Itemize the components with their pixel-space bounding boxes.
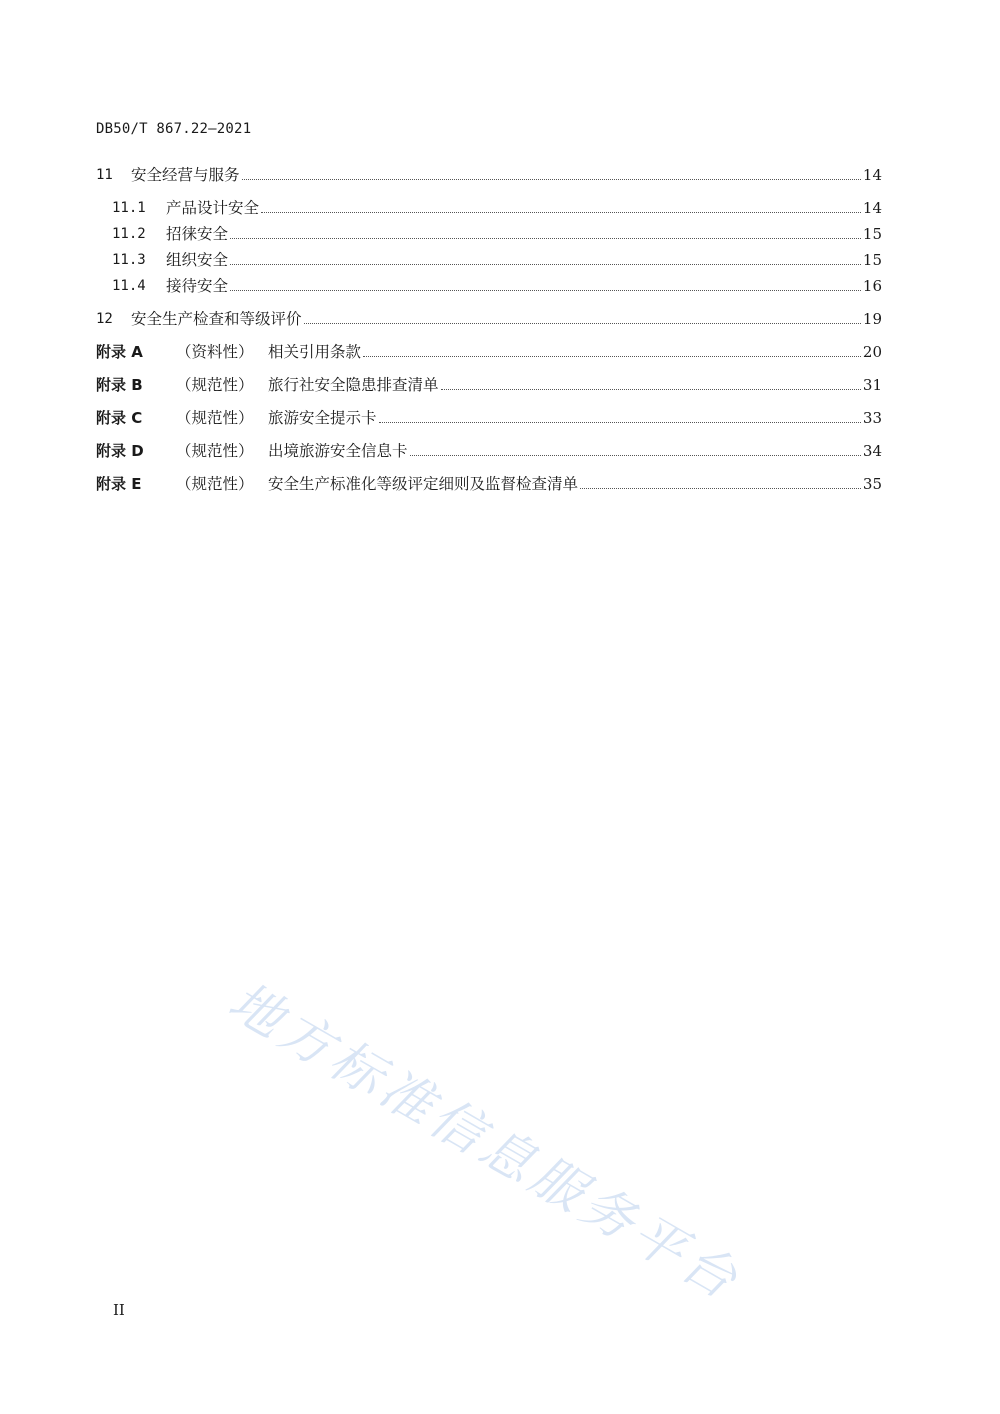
page-number-footer: II bbox=[113, 1301, 125, 1319]
toc-page: 15 bbox=[862, 251, 882, 269]
document-number: DB50/T 867.22—2021 bbox=[96, 121, 252, 137]
toc-page: 19 bbox=[862, 310, 882, 328]
toc-page: 34 bbox=[862, 442, 882, 460]
toc-page: 35 bbox=[862, 475, 882, 493]
toc-title: 安全生产检查和等级评价 bbox=[131, 310, 302, 328]
toc-leader bbox=[261, 211, 861, 213]
toc-number: 11.4 bbox=[112, 278, 146, 294]
toc-number: 12 bbox=[96, 311, 113, 327]
table-of-contents bbox=[0, 0, 1000, 520]
toc-page: 33 bbox=[862, 409, 882, 427]
toc-leader bbox=[230, 263, 861, 265]
toc-entry-appendix-e[interactable] bbox=[96, 472, 882, 494]
toc-number: 11.1 bbox=[112, 200, 146, 216]
toc-number: 附录 A bbox=[96, 343, 143, 361]
toc-entry-appendix-c[interactable] bbox=[96, 406, 882, 428]
toc-number: 附录 B bbox=[96, 376, 143, 394]
toc-title: 出境旅游安全信息卡 bbox=[268, 442, 408, 460]
toc-entry-12[interactable] bbox=[96, 307, 882, 329]
toc-entry-appendix-d[interactable] bbox=[96, 439, 882, 461]
toc-title: 招徕安全 bbox=[166, 225, 229, 243]
toc-leader bbox=[580, 487, 861, 489]
toc-entry-11[interactable] bbox=[96, 163, 882, 185]
toc-title: 旅行社安全隐患排查清单 bbox=[268, 376, 439, 394]
toc-page: 31 bbox=[862, 376, 882, 394]
toc-title: 安全经营与服务 bbox=[131, 166, 240, 184]
toc-leader bbox=[304, 322, 861, 324]
toc-title: 相关引用条款 bbox=[268, 343, 362, 361]
toc-title: 接待安全 bbox=[166, 277, 229, 295]
toc-leader bbox=[410, 454, 861, 456]
toc-leader bbox=[363, 355, 861, 357]
toc-page: 14 bbox=[862, 199, 882, 217]
toc-title: 组织安全 bbox=[166, 251, 229, 269]
toc-leader bbox=[441, 388, 861, 390]
toc-leader bbox=[230, 289, 861, 291]
toc-number: 11 bbox=[96, 167, 113, 183]
toc-entry-appendix-a[interactable] bbox=[96, 340, 882, 362]
watermark: 地方标准信息服务平台 bbox=[218, 971, 751, 1314]
toc-leader bbox=[379, 421, 861, 423]
toc-entry-appendix-b[interactable] bbox=[96, 373, 882, 395]
toc-appendix-kind: （规范性） bbox=[176, 409, 254, 427]
toc-number: 附录 D bbox=[96, 442, 144, 460]
toc-page: 14 bbox=[862, 166, 882, 184]
toc-appendix-kind: （规范性） bbox=[176, 442, 254, 460]
toc-appendix-kind: （规范性） bbox=[176, 376, 254, 394]
toc-appendix-kind: （资料性） bbox=[176, 343, 254, 361]
toc-title: 产品设计安全 bbox=[166, 199, 260, 217]
toc-entry-11-4[interactable] bbox=[112, 274, 882, 296]
toc-number: 附录 E bbox=[96, 475, 142, 493]
toc-entry-11-3[interactable] bbox=[112, 248, 882, 270]
toc-leader bbox=[242, 178, 861, 180]
toc-page: 15 bbox=[862, 225, 882, 243]
toc-title: 旅游安全提示卡 bbox=[268, 409, 377, 427]
toc-page: 16 bbox=[862, 277, 882, 295]
toc-leader bbox=[230, 237, 861, 239]
toc-entry-11-2[interactable] bbox=[112, 222, 882, 244]
toc-number: 附录 C bbox=[96, 409, 143, 427]
toc-number: 11.2 bbox=[112, 226, 146, 242]
toc-entry-11-1[interactable] bbox=[112, 196, 882, 218]
toc-number: 11.3 bbox=[112, 252, 146, 268]
toc-title: 安全生产标准化等级评定细则及监督检查清单 bbox=[268, 475, 579, 493]
toc-page: 20 bbox=[862, 343, 882, 361]
toc-appendix-kind: （规范性） bbox=[176, 475, 254, 493]
